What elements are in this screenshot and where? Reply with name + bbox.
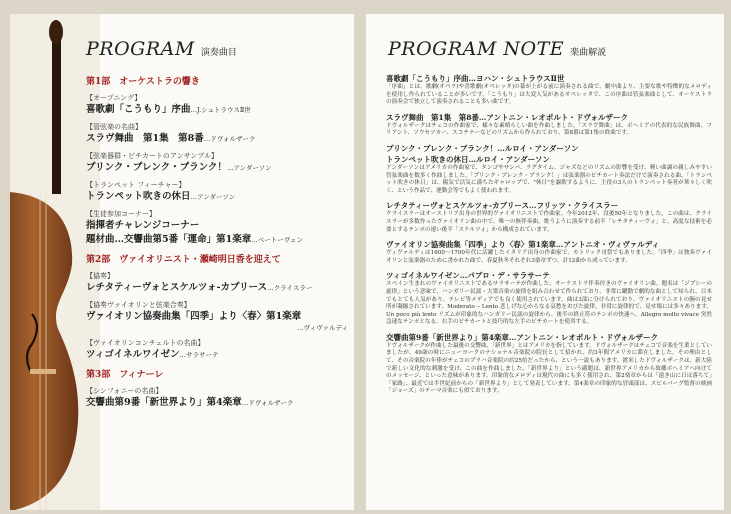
program-piece bbox=[86, 233, 348, 247]
program-category: 【ヴァイオリンコンチェルトの名曲】 bbox=[86, 339, 205, 347]
program-category: 【オープニング】 bbox=[86, 94, 142, 102]
program-piece-title: トランペット吹きの休日 bbox=[86, 191, 191, 202]
program-piece-title: ツィゴイネルワイゼン bbox=[86, 349, 180, 360]
program-piece-title: スラヴ舞曲 第1集 第8番 bbox=[86, 133, 204, 144]
program-note-list bbox=[386, 74, 712, 396]
program-piece bbox=[86, 348, 348, 362]
program-piece-title: 交響曲第9番「新世界より」第4楽章 bbox=[86, 397, 242, 408]
program-composer: …アンダーソン bbox=[190, 193, 236, 201]
note-body: スペイン生まれのヴァイオリニストであるサラサーテが作曲した、オーケストラ伴奏付きのヴァイオリン曲。題名は「ジプシーの旋律」という意味で、ハンガリー民謡・大衆音楽の旋律を組み合わせて作られており、非常に躍動で劇的な曲として知られ、日本でもとても人気があり、テレビ等メディアでも良く使用されています。曲は3部に分けられており、ヴァイオリニストの腕の見せ所が凝縮されています。Moderato ‒ Lento 悲しげな心からなる哀愁をおびた旋律。非常に旋律的で、見せ場には多々あります。Un poco più lento リズムが印象的なハンガリー民謡の旋律から、後半の終止符のテンポの快速へ。Allegro molto vivace 突然急速なテンポとなる。右手のピチカートと技巧的な左手のピチカートを使用する。 bbox=[386, 281, 712, 326]
program-category: 【管弦楽の名曲】 bbox=[86, 123, 142, 131]
program-piece bbox=[86, 190, 348, 204]
program-heading: PROGRAM 演奏曲目 bbox=[86, 38, 237, 60]
program-composer: …J.シュトラウスⅡ世 bbox=[190, 106, 251, 114]
program-note-page bbox=[366, 14, 724, 510]
program-piece-title: レチタティーヴォとスケルツォ-カプリース bbox=[86, 282, 268, 293]
note-body: クライスラーはオーストリア出身の世界的ヴァイオリニストで作曲家。今年2012年、没後50年となりました。この曲は、クライスラーが多数作ったヴァイオリン曲の中で、唯一の無伴奏曲。歌うように演奏する前半「レチタティーヴォ」と、高度な技術を必要とするテンポの速い後半「スケルツォ」から構成されています。 bbox=[386, 211, 712, 233]
program-piece-title: 喜歌劇「こうもり」序曲 bbox=[86, 104, 191, 115]
note-title: レチタティーヴォとスケルツォ-カプリース…フリッツ・クライスラー bbox=[386, 201, 619, 211]
note-body: ドヴォルザークが作曲した最後の交響曲、「新世界」とはアメリカを指しています。ドヴォルザークはチェコで音楽を生業としていましたが、49歳の時にニューヨークのナショナル音楽院の院長として招かれ、約3年間アメリカに滞在しました。その理由として、その音楽院の年俸がチェコのプラハ音楽院の約25倍だったから、という一説もあります。渡米したドヴォルザークは、新大陸で新しい文化的な刺激を受け、この曲を作曲しました。「新世界より」という副題は、新世界アメリカから故郷ボヘミアへ向けてのメッセージ、といった意味があります。印象的なメロディは現代の曲にも多く使用され、第2楽章からは「遠き山に日は落ちて」「家路」、最近では半世紀前からの「新世界より」として発表しています。第4楽章の印象的な冒頭部は、スピルバーグ監督の映画「ジョーズ」のテーマ音楽にも似ております。 bbox=[386, 342, 712, 395]
program-category: 【トランペット フィーチャー】 bbox=[86, 181, 186, 189]
program-category: 【シンフォニーの名曲】 bbox=[86, 387, 163, 395]
note-body: アンダーソンはアメリカの作曲家で、タンゴやサンバ、ラグタイム、ジャズなどのリズムの影響を受け、軽い曲調の親しみやすい管弦楽曲を数多く作曲しました。「プリンク・プレンク・プランク！」は弦楽器のピチカート奏法だけで演奏される曲、「トランペット吹きの休日」は、陽気で活気に満ちたギャロップで、"休日"を謳歌するように、主役の3人のトランペット奏者が華々しく吹く、という作品で、運動会等でもよく使われます。 bbox=[386, 164, 712, 194]
program-piece bbox=[86, 310, 348, 324]
program-piece bbox=[86, 281, 348, 295]
program-note-heading: PROGRAM NOTE 楽曲解説 bbox=[388, 38, 607, 60]
program-piece bbox=[86, 161, 348, 175]
program-composer: …ヴィヴァルディ bbox=[296, 324, 348, 332]
program-piece-title: 指揮者チャレンジコーナー bbox=[86, 220, 200, 231]
program-page bbox=[10, 14, 354, 510]
note-title: 喜歌劇「こうもり」序曲…ヨハン・シュトラウスⅡ世 bbox=[386, 74, 565, 83]
program-piece bbox=[86, 103, 348, 117]
program-composer: …ドヴォルザーク bbox=[203, 135, 256, 143]
program-composer: …アンダーソン bbox=[226, 164, 272, 172]
note-title: スラヴ舞曲 第1集 第8番…アントニン・レオポルト・ドヴォルザーク bbox=[386, 112, 629, 122]
program-category: 【生徒参加コーナー】 bbox=[86, 210, 156, 218]
note-title: プリンク・プレンク・プランク！…ルロイ・アンダーソン bbox=[386, 143, 579, 153]
program-composer: …ドヴォルザーク bbox=[241, 399, 294, 407]
program-composer: …サラサーテ bbox=[179, 351, 219, 359]
program-piece bbox=[86, 219, 348, 233]
program-composer: …ベートーヴェン bbox=[251, 236, 303, 244]
program-part-heading: 第3部 フィナーレ bbox=[86, 370, 164, 380]
program-part-heading: 第1部 オーケストラの響き bbox=[86, 77, 200, 87]
program-piece bbox=[86, 396, 348, 410]
note-title: トランペット吹きの休日…ルロイ・アンダーソン bbox=[386, 154, 550, 164]
note-title: ツィゴイネルワイゼン…パブロ・デ・サラサーテ bbox=[386, 271, 550, 281]
program-piece bbox=[86, 132, 348, 146]
note-title: ヴァイオリン協奏曲集「四季」より〈春〉第1楽章…アントニオ・ヴィヴァルディ bbox=[386, 240, 660, 250]
program-category: 【弦楽器群・ピチカートのアンサンブル】 bbox=[86, 152, 218, 160]
program-piece-title: ヴァイオリン協奏曲集「四季」より〈春〉第1楽章 bbox=[86, 311, 302, 322]
program-part-heading: 第2部 ヴァイオリニスト・瀬崎明日香を迎えて bbox=[86, 255, 281, 265]
program-category: 【協奏】 bbox=[86, 272, 114, 280]
note-body: ヴィヴァルディは1600～1700年代に活躍したイタリア出身の作曲家で、カトリック司祭でもありました。「四季」は独奏ヴァイオリンと弦楽器のために書かれた曲で、春夏秋冬それぞれ3楽章ずつ、計12曲から成っています。 bbox=[386, 250, 712, 264]
program-piece-title: 題材曲…交響曲第5番「運命」第1楽章 bbox=[86, 234, 252, 245]
program-category: 【協奏ヴァイオリンと弦楽合奏】 bbox=[86, 301, 191, 309]
note-body: 「序曲」とは、歌劇(オペラ)や喜歌劇(オペレッタ)の幕が上がる前に演奏される曲で、劇中曲より、主要な歌や特徴的なメロディを使用し作られていることが多いです。「こうもり」は大変人気があるオペレッタで、この序曲は管弦楽曲として、オーケストラの演奏会で独立して演奏されることも多い曲です。 bbox=[386, 84, 712, 106]
program-piece-title: プリンク・プレンク・プランク！ bbox=[86, 162, 227, 173]
program-composer: …クライスラー bbox=[267, 284, 313, 292]
note-title: 交響曲第9番「新世界より」第4楽章…アントニン・レオポルト・ドヴォルザーク bbox=[386, 332, 659, 342]
program-list bbox=[86, 76, 348, 410]
note-body: ドヴォルザークはチェコの作曲家で、様々な素晴らしい曲を作曲しました。「スラヴ舞曲」は、ボヘミアの代表的な民族舞曲、フリアント、ソウセツカー、スコチナーなどのリズムから作られており、第8番は第1集の終曲です。 bbox=[386, 122, 712, 137]
